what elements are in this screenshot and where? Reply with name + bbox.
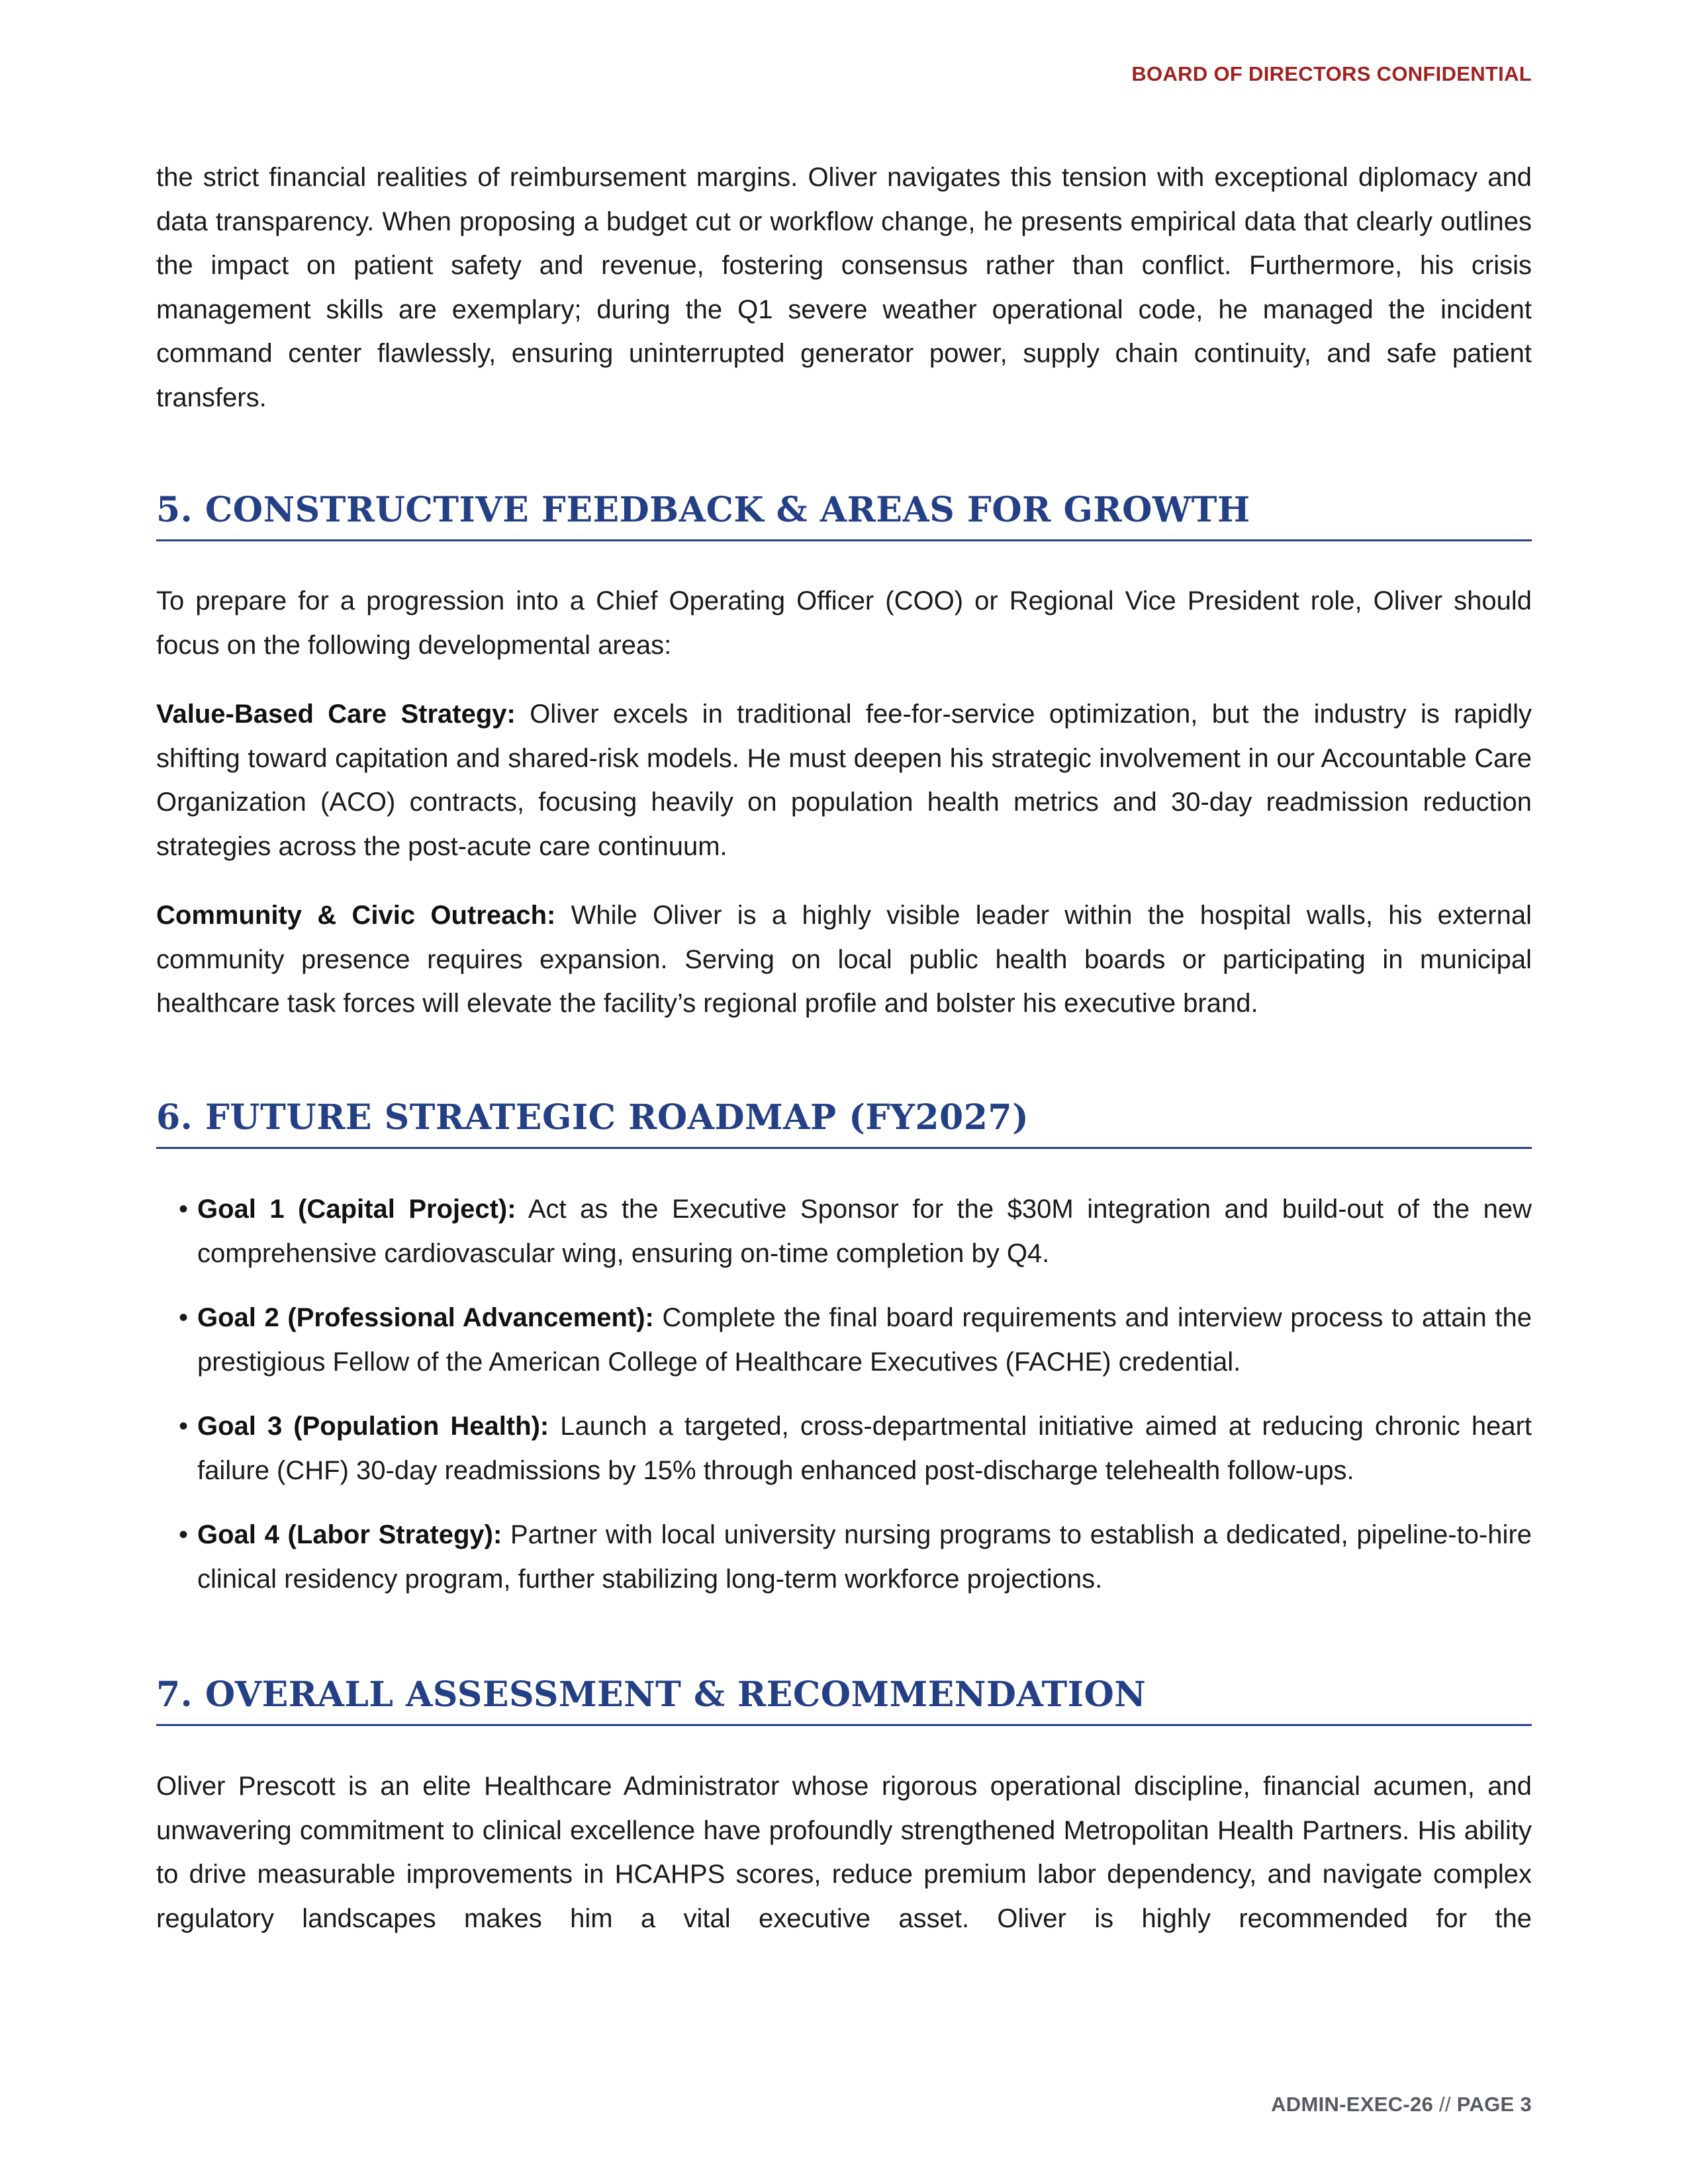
goal-text: Partner with local university nursing programs to establish a dedicated, pipeline-to-hire clinical residency program, further stabilizing long-term workforce projections. [197, 1520, 1532, 1594]
goal-list-item [156, 1404, 1532, 1492]
section-6-heading: 6. FUTURE STRATEGIC ROADMAP (FY2027) [156, 1097, 1532, 1149]
growth-item-text: Oliver excels in traditional fee-for-service optimization, but the industry is rapidly shifting toward capitation and shared-risk models. He must deepen his strategic involvement in our Accountable Care Organization (ACO) contracts, focusing heavily on population health metrics and 30-day readmission reduction strategies across the post-acute care continuum. [156, 700, 1532, 861]
assessment-paragraph: Oliver Prescott is an elite Healthcare Administrator whose rigorous operational discipline, financial acumen, and unwavering commitment to clinical excellence have profoundly strengthened Metropolitan Health Partners. His ability to drive measurable improvements in HCAHPS scores, reduce premium labor dependency, and navigate complex regulatory landscapes makes him a vital executive asset. Oliver is highly recommended for the [156, 1772, 1532, 1933]
section-7-heading: 7. OVERALL ASSESSMENT & RECOMMENDATION [156, 1674, 1532, 1726]
growth-item-label: Value-Based Care Strategy: [156, 700, 516, 729]
section-5-heading: 5. CONSTRUCTIVE FEEDBACK & AREAS FOR GROWTH [156, 490, 1532, 541]
bullet-marker: • [179, 1195, 189, 1224]
intro-paragraph: the strict financial realities of reimbursement margins. Oliver navigates this tension with exceptional diplomacy and data transparency. When proposing a budget cut or workflow change, he presents empirical data that clearly outlines the impact on patient safety and revenue, fostering consensus rather than conflict. Furthermore, his crisis management skills are exemplary; during the Q1 severe weather operational code, he managed the incident command center flawlessly, ensuring uninterrupted generator power, supply chain continuity, and safe patient transfers. [156, 163, 1532, 412]
goal-text: Act as the Executive Sponsor for the $30M integration and build-out of the new comprehensive cardiovascular wing, ensuring on-time completion by Q4. [197, 1195, 1532, 1268]
section-5-intro: To prepare for a progression into a Chief Operating Officer (COO) or Regional Vice President role, Oliver should focus on the following developmental areas: [156, 586, 1532, 660]
growth-item-text: While Oliver is a highly visible leader within the hospital walls, his external community presence requires expansion. Serving on local public health boards or participating in municipal healthcare task forces will elevate the facility’s regional profile and bolster his executive brand. [156, 901, 1532, 1018]
page-number: PAGE 3 [1456, 2093, 1532, 2116]
goal-list-item [156, 1296, 1532, 1384]
goal-list-item [156, 1513, 1532, 1601]
goal-text: Complete the final board requirements and interview process to attain the prestigious Fellow of the American College of Healthcare Executives (FACHE) credential. [197, 1303, 1532, 1377]
confidential-label: BOARD OF DIRECTORS CONFIDENTIAL [1131, 62, 1532, 85]
bullet-marker: • [179, 1303, 189, 1332]
bullet-marker: • [179, 1520, 189, 1549]
goal-text: Launch a targeted, cross-departmental initiative aimed at reducing chronic heart failure (CHF) 30-day readmissions by 15% through enhanced post-discharge telehealth follow-ups. [197, 1412, 1532, 1485]
goal-label: Goal 2 (Professional Advancement): [197, 1303, 654, 1332]
growth-item-community-outreach [156, 893, 1532, 1026]
document-id: ADMIN-EXEC-26 [1271, 2093, 1434, 2116]
goal-label: Goal 3 (Population Health): [197, 1412, 549, 1441]
footer-separator: // [1433, 2093, 1457, 2116]
growth-item-label: Community & Civic Outreach: [156, 901, 556, 930]
goal-list-item [156, 1187, 1532, 1275]
bullet-marker: • [179, 1412, 189, 1441]
goal-label: Goal 4 (Labor Strategy): [197, 1520, 502, 1549]
goal-label: Goal 1 (Capital Project): [197, 1195, 516, 1224]
page-footer [1271, 2093, 1532, 2116]
growth-item-value-based-care [156, 692, 1532, 868]
